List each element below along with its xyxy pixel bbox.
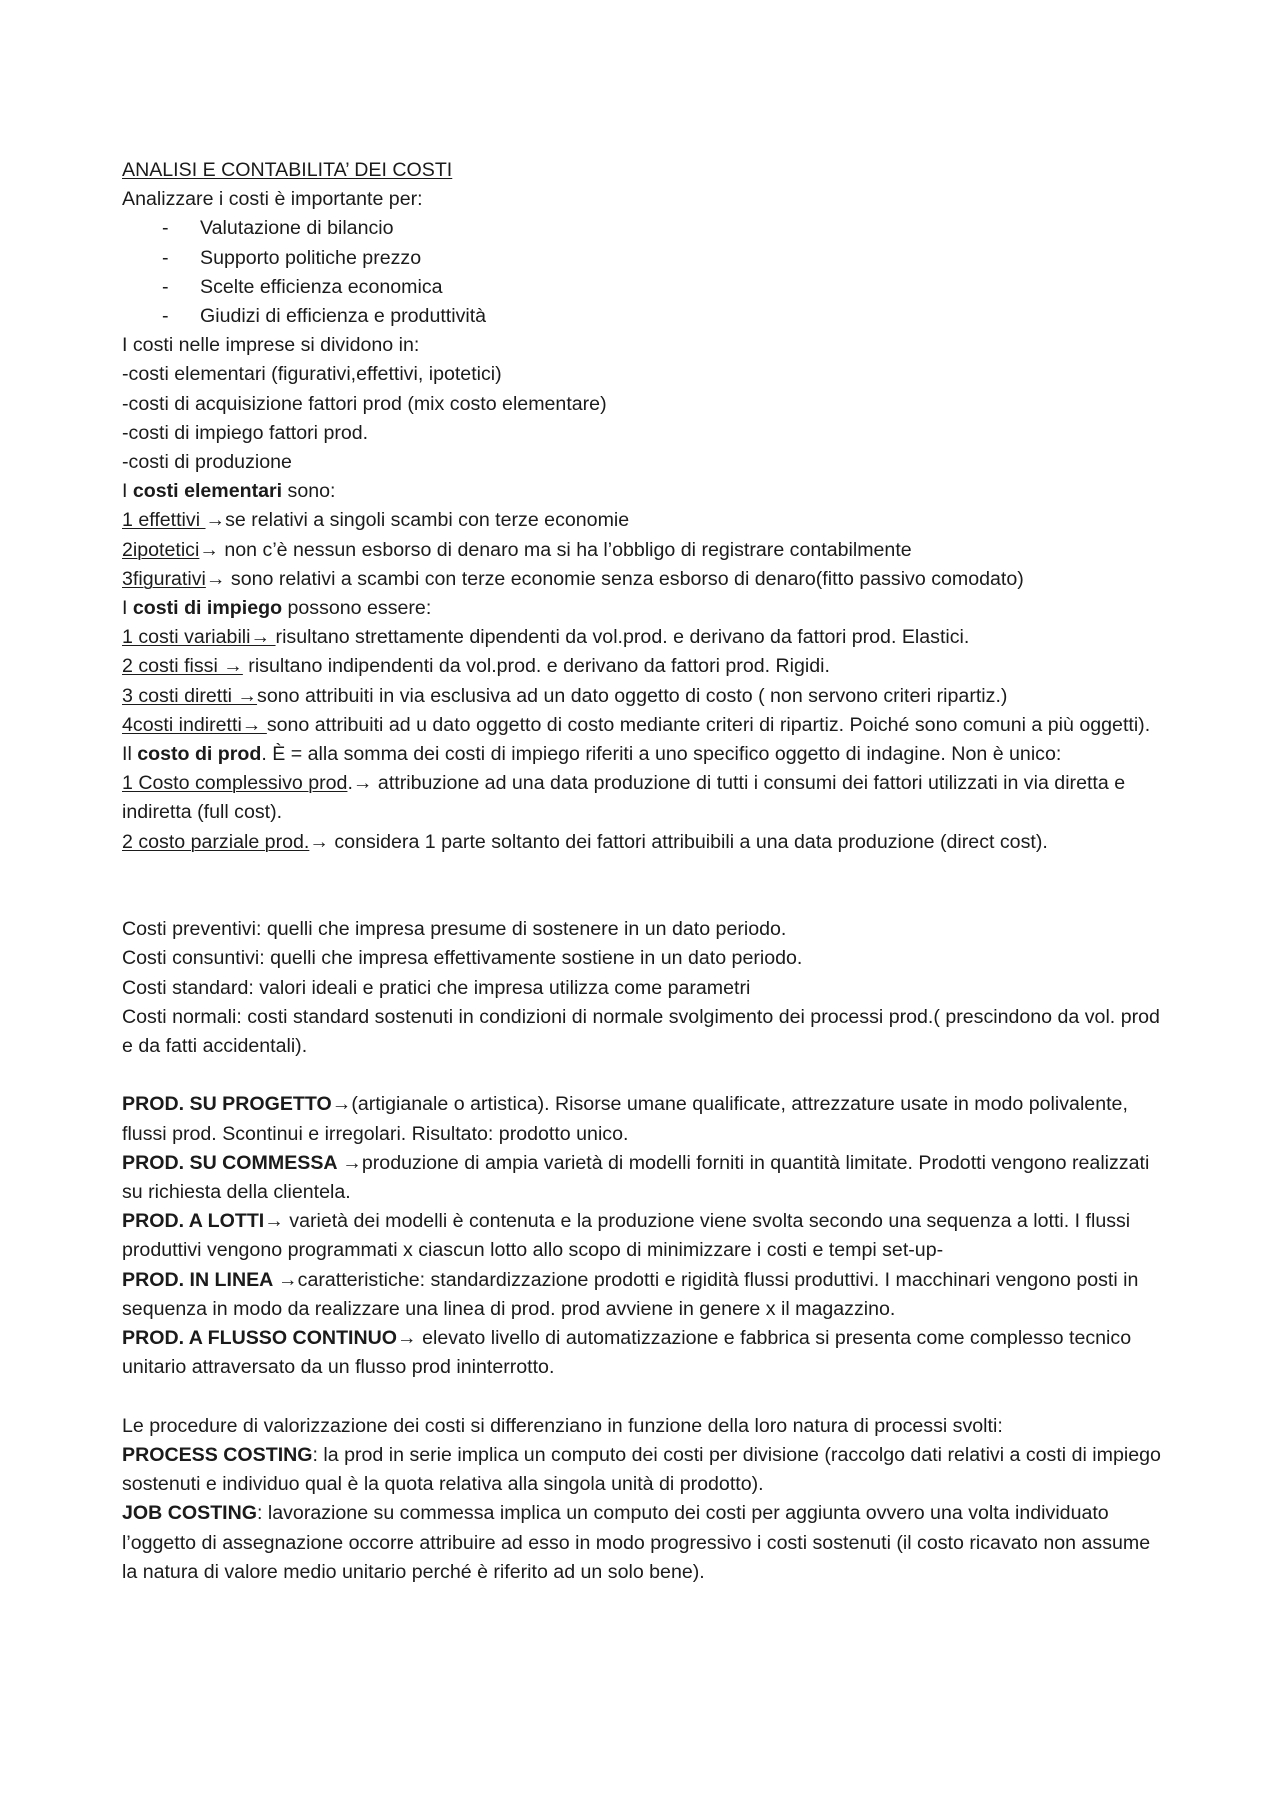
valorizzazione-item: PROCESS COSTING: la prod in serie implica un computo dei costi per divisione (raccolgo dati relativi a costi di impiego sostenuti e individuo qual è la quota relativa alla singola unità di prodotto). <box>122 1443 1161 1496</box>
impiego-item: 1 costi variabili→ risultano strettamente dipendenti da vol.prod. e derivano da fattori prod. Elastici. <box>122 626 970 649</box>
produzione-item: 2 costo parziale prod.→ considera 1 parte soltanto dei fattori attribuibili a una data produzione (direct cost). <box>122 830 1048 853</box>
impiego-item: 4costi indiretti→ sono attribuiti ad u dato oggetto di costo mediante criteri di ripartiz. Poiché sono comuni a più oggetti). <box>122 713 1151 736</box>
impiego-intro: I costi di impiego possono essere: <box>122 597 432 620</box>
spacer <box>122 1383 1167 1412</box>
cost-type-line: Costi normali: costi standard sostenuti in condizioni di normale svolgimento dei processi prod.( prescindono da vol. prod e da fatti accidentali). <box>122 1005 1160 1058</box>
elementari-item: 2ipotetici→ non c’è nessun esborso di denaro ma si ha l’obbligo di registrare contabilmente <box>122 538 912 561</box>
valorizzazione-intro: Le procedure di valorizzazione dei costi si differenziano in funzione della loro natura di processi svolti: <box>122 1414 1003 1437</box>
elementari-item: 3figurativi→ sono relativi a scambi con terze economie senza esborso di denaro(fitto passivo comodato) <box>122 567 1024 590</box>
list-item: - Giudizi di efficienza e produttività <box>162 305 487 328</box>
prod-type: PROD. IN LINEA →caratteristiche: standardizzazione prodotti e rigidità flussi produttivi. I macchinari vengono posti in sequenza in modo da realizzare una linea di prod. prod avviene in genere x il magazzino. <box>122 1268 1139 1320</box>
prod-type: PROD. SU COMMESSA →produzione di ampia varietà di modelli forniti in quantità limitate. Prodotti vengono realizzati su richiesta della clientela. <box>122 1151 1150 1204</box>
prod-type: PROD. SU PROGETTO→(artigianale o artistica). Risorse umane qualificate, attrezzature usate in modo polivalente, flussi prod. Scontinui e irregolari. Risultato: prodotto unico. <box>122 1093 1128 1145</box>
elementari-item: 1 effettivi →se relativi a singoli scambi con terze economie <box>122 509 630 532</box>
impiego-item: 3 costi diretti →sono attribuiti in via esclusiva ad un dato oggetto di costo ( non servono criteri ripartiz.) <box>122 684 1008 707</box>
produzione-intro: Il costo di prod. È = alla somma dei costi di impiego riferiti a uno specifico oggetto di indagine. Non è unico: <box>122 743 1062 766</box>
spacer <box>122 857 1167 915</box>
document-body <box>122 156 1167 1587</box>
elementari-intro: I costi elementari sono: <box>122 480 336 503</box>
cost-type-line: Costi preventivi: quelli che impresa presume di sostenere in un dato periodo. <box>122 918 787 941</box>
intro-text: Analizzare i costi è importante per: <box>122 188 423 211</box>
valorizzazione-item: JOB COSTING: lavorazione su commessa implica un computo dei costi per aggiunta ovvero una volta individuato l’oggetto di assegnazione occorre attribuire ad esso in modo progressivo i costi sostenuti (il costo ricavato non assume la natura di valore medio unitario perché è riferito ad un solo bene). <box>122 1502 1151 1583</box>
prod-type: PROD. A FLUSSO CONTINUO→ elevato livello di automatizzazione e fabbrica si presenta come complesso tecnico unitario attraversato da un flusso prod ininterrotto. <box>122 1327 1132 1379</box>
document-title: ANALISI E CONTABILITA’ DEI COSTI <box>122 159 453 181</box>
produzione-item: 1 Costo complessivo prod.→ attribuzione ad una data produzione di tutti i consumi dei fattori utilizzati in via diretta e indiretta (full cost). <box>122 772 1126 824</box>
cost-type-line: Costi standard: valori ideali e pratici che impresa utilizza come parametri <box>122 976 751 999</box>
division-item: -costi elementari (figurativi,effettivi, ipotetici) <box>122 363 502 386</box>
importance-list <box>122 214 1167 331</box>
division-item: -costi di produzione <box>122 451 292 474</box>
division-item: -costi di acquisizione fattori prod (mix costo elementare) <box>122 392 607 415</box>
spacer <box>122 1061 1167 1090</box>
division-intro: I costi nelle imprese si dividono in: <box>122 334 420 357</box>
list-item: - Valutazione di bilancio <box>162 217 394 240</box>
prod-type: PROD. A LOTTI→ varietà dei modelli è contenuta e la produzione viene svolta secondo una sequenza a lotti. I flussi produttivi vengono programmati x ciascun lotto allo scopo di minimizzare i costi e tempi set-up- <box>122 1210 1131 1262</box>
list-item: - Scelte efficienza economica <box>162 275 443 298</box>
cost-type-line: Costi consuntivi: quelli che impresa effettivamente sostiene in un dato periodo. <box>122 947 803 970</box>
division-item: -costi di impiego fattori prod. <box>122 421 369 444</box>
list-item: - Supporto politiche prezzo <box>162 246 422 269</box>
impiego-item: 2 costi fissi → risultano indipendenti da vol.prod. e derivano da fattori prod. Rigidi. <box>122 655 830 678</box>
